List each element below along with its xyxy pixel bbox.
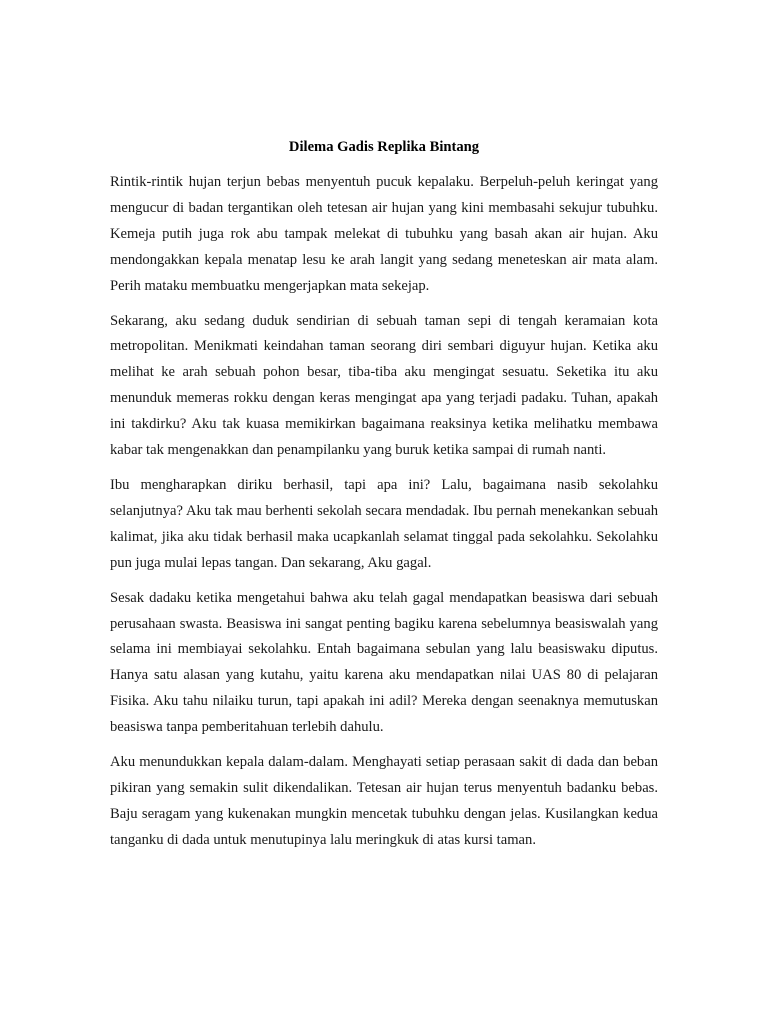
document-body [110,170,658,863]
paragraph-2: Sekarang, aku sedang duduk sendirian di sebuah taman sepi di tengah keramaian kota metropolitan. Menikmati keindahan taman seorang diri sembari diguyur hujan. Ketika aku melihat ke arah sebuah pohon besar, tiba-tiba aku mengingat sesuatu. Seketika itu aku menunduk memeras rokku dengan keras mengingat apa yang terjadi padaku. Tuhan, apakah ini takdirku? Aku tak kuasa memikirkan bagaimana reaksinya ketika melihatku membawa kabar tak mengenakkan dan penampilanku yang buruk ketika sampai di rumah nanti. [110,312,658,459]
document-title: Dilema Gadis Replika Bintang [288,139,480,155]
paragraph-3: Ibu mengharapkan diriku berhasil, tapi apa ini? Lalu, bagaimana nasib sekolahku selanjutnya? Aku tak mau berhenti sekolah secara mendadak. Ibu pernah menekankan sebuah kalimat, jika aku tidak berhasil maka ucapkanlah selamat tinggal pada sekolahku. Sekolahku pun juga mulai lepas tangan. Dan sekarang, Aku gagal. [110,476,658,571]
paragraph-4: Sesak dadaku ketika mengetahui bahwa aku telah gagal mendapatkan beasiswa dari sebuah perusahaan swasta. Beasiswa ini sangat penting bagiku karena sebelumnya beasiswalah yang selama ini membiayai sekolahku. Entah bagaimana sebulan yang lalu beasiswaku diputus. Hanya satu alasan yang kutahu, yaitu karena aku mendapatkan nilai UAS 80 di pelajaran Fisika. Aku tahu nilaiku turun, tapi apakah ini adil? Mereka dengan seenaknya memutuskan beasiswa tanpa pemberitahuan terlebih dahulu. [110,589,658,736]
paragraph-5: Aku menundukkan kepala dalam-dalam. Menghayati setiap perasaan sakit di dada dan beban pikiran yang semakin sulit dikendalikan. Tetesan air hujan terus menyentuh badanku bebas. Baju seragam yang kukenakan mungkin mencetak tubuhku dengan jelas. Kusilangkan kedua tanganku di dada untuk menutupinya lalu meringkuk di atas kursi taman. [110,754,658,848]
paragraph-1: Rintik-rintik hujan terjun bebas menyentuh pucuk kepalaku. Berpeluh-peluh keringat yang mengucur di badan tergantikan oleh tetesan air hujan yang kini membasahi sekujur tubuhku. Kemeja putih juga rok abu tampak melekat di tubuhku yang basah akan air hujan. Aku mendongakkan kepala menatap lesu ke arah langit yang sedang meneteskan air mata alam. Perih mataku membuatku mengerjapkan mata sekejap. [110,174,658,294]
